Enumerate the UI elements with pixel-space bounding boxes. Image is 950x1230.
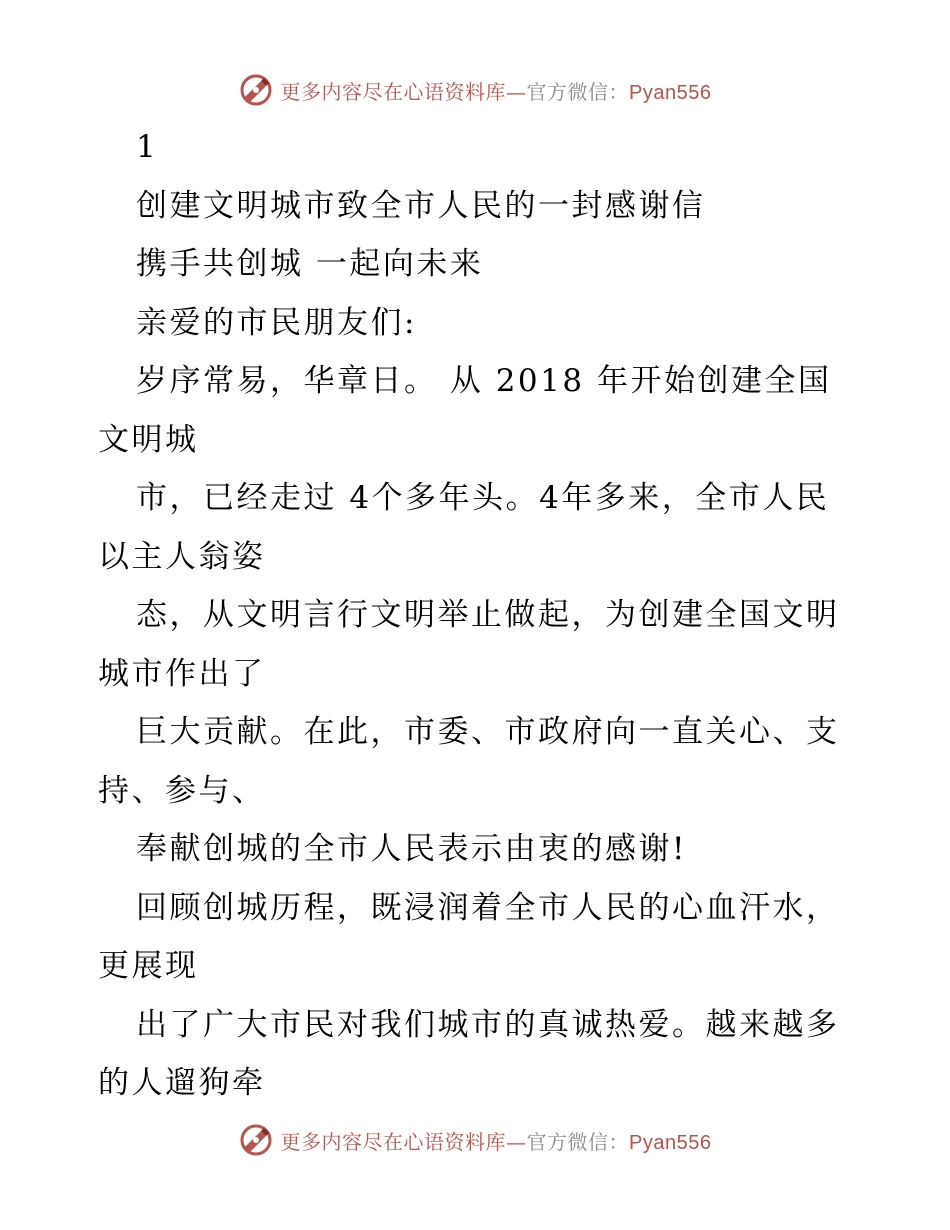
document-line: 亲爱的市民朋友们: [136,304,417,341]
document-line: 出了广大市民对我们城市的真诚热爱。越来越多 [136,1006,840,1043]
document-line: 城市作出了 [98,655,266,692]
watermark-separator: — [506,1129,527,1154]
watermark-wechat-id: Pyan556 [629,81,712,104]
watermark-official-label: 官方微信： [526,79,630,104]
watermark-text [281,76,712,105]
document-line: 以主人翁姿 [98,538,266,575]
document-line: 文明城 [98,421,199,458]
document-line: 回顾创城历程，既浸润着全市人民的心血汗水， [136,889,840,926]
document-line: 持、参与、 [98,772,266,809]
document-line: 巨大贡献。在此，市委、市政府向一直关心、支 [136,714,840,750]
watermark-wechat-id: Pyan556 [629,1131,712,1154]
document-line: 创建文明城市致全市人民的一封感谢信 [136,187,706,224]
watermark-separator: — [506,79,527,104]
document-line: 携手共创城 一起向未来 [136,246,484,282]
document-line: 1 [136,129,159,165]
document-line: 奉献创城的全市人民表示由衷的感谢! [136,831,687,867]
watermark-text [281,1126,712,1155]
watermark-brand: 更多内容尽在心语资料库 [280,1129,507,1154]
document-body [98,118,858,1113]
pen-circle-logo-icon [239,1123,273,1157]
watermark-brand: 更多内容尽在心语资料库 [280,79,507,104]
document-line: 岁序常易，华章日。 从 2018 年开始创建全国 [136,363,832,399]
footer-watermark [0,1120,950,1160]
document-line: 更展现 [98,948,199,984]
watermark-official-label: 官方微信： [526,1129,630,1154]
document-line: 的人遛狗牵 [98,1065,266,1101]
document-line: 市，已经走过 4个多年头。4年多来，全市人民 [136,480,830,516]
header-watermark [0,70,950,110]
pen-circle-logo-icon [239,73,273,107]
document-line: 态，从文明言行文明举止做起，为创建全国文明 [136,597,840,633]
